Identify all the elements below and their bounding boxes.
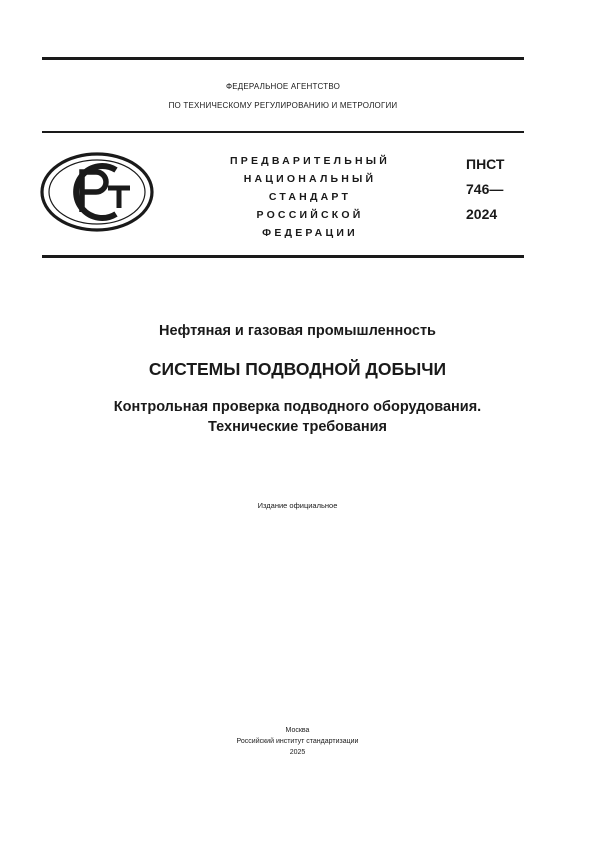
- agency-name-line1: ФЕДЕРАЛЬНОЕ АГЕНТСТВО: [225, 82, 341, 91]
- top-rule: [42, 57, 524, 60]
- header-divider-rule: [42, 131, 524, 133]
- standard-type-line4: РОССИЙСКОЙ: [256, 209, 364, 221]
- standard-year: 2024: [466, 206, 498, 222]
- standard-type-line2: НАЦИОНАЛЬНЫЙ: [243, 173, 377, 185]
- standard-number: 746—: [466, 181, 504, 197]
- standard-type-line1: ПРЕДВАРИТЕЛЬНЫЙ: [230, 155, 390, 167]
- subtitle-line2: Технические требования: [208, 419, 387, 435]
- edition-label: Издание официальное: [257, 501, 338, 510]
- subtitle-line1: Контрольная проверка подводного оборудования.: [113, 399, 482, 415]
- publisher-city: Москва: [285, 727, 310, 734]
- main-title: СИСТЕМЫ ПОДВОДНОЙ ДОБЫЧИ: [148, 359, 447, 379]
- publisher-institute: Российский институт стандартизации: [236, 738, 359, 745]
- industry-title: Нефтяная и газовая промышленность: [159, 323, 436, 339]
- standard-block-rule: [42, 255, 524, 258]
- standard-type-line5: ФЕДЕРАЦИИ: [262, 227, 358, 239]
- publisher-year: 2025: [289, 749, 306, 756]
- standard-type-line3: СТАНДАРТ: [268, 191, 352, 203]
- standard-code: ПНСТ: [466, 156, 505, 172]
- gost-r-logo-icon: [38, 150, 156, 234]
- agency-name-line2: ПО ТЕХНИЧЕСКОМУ РЕГУЛИРОВАНИЮ И МЕТРОЛОГИИ: [168, 101, 398, 110]
